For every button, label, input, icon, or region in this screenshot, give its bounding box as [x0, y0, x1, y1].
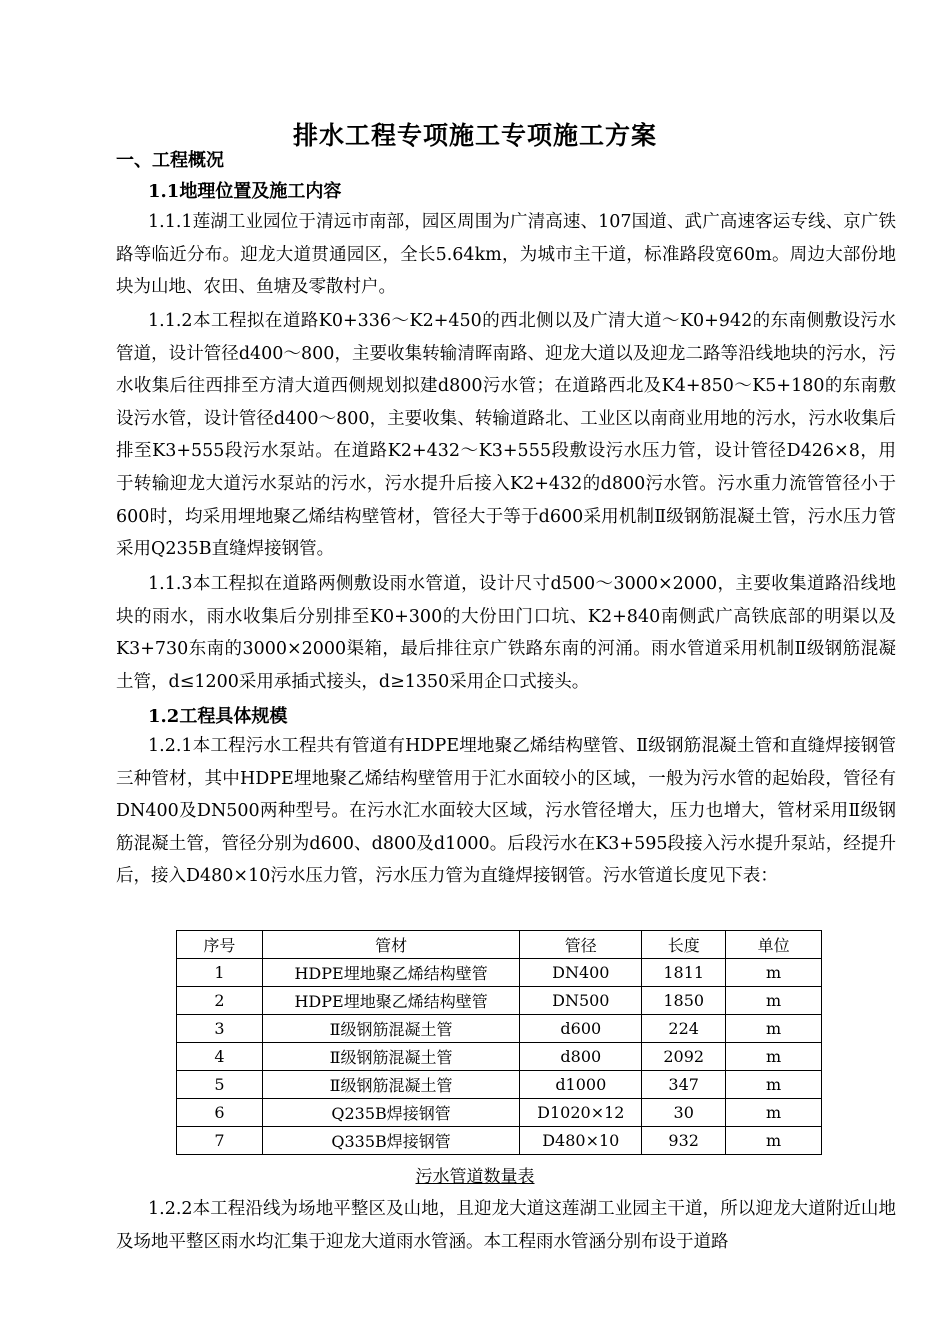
table-cell: m — [726, 1127, 822, 1155]
table-cell: m — [726, 1071, 822, 1099]
table-cell: m — [726, 1043, 822, 1071]
table-cell: 1850 — [642, 987, 726, 1015]
table-row — [177, 1099, 822, 1127]
table-cell: HDPE埋地聚乙烯结构壁管 — [262, 987, 520, 1015]
table-cell: m — [726, 959, 822, 987]
page-title: 排水工程专项施工专项施工方案 — [292, 121, 657, 150]
table-row — [177, 959, 822, 987]
table-cell: 347 — [642, 1071, 726, 1099]
table-cell: 3 — [177, 1015, 263, 1043]
table-cell: Ⅱ级钢筋混凝土管 — [262, 1015, 520, 1043]
table-cell: Ⅱ级钢筋混凝土管 — [262, 1071, 520, 1099]
paragraph: 1.1.3本工程拟在道路两侧敷设雨水管道，设计尺寸d500～3000×2000，主要收集道路沿线地块的雨水，雨水收集后分别排至K0+300的大份田门口坑、K2+840南侧武广高铁底部的明渠以及K3+730东南的3000×2000渠箱，最后排往京广铁路东南的河涌。雨水管道采用机制Ⅱ级钢筋混凝土管，d≤1200采用承插式接头，d≥1350采用企口式接头。 — [116, 574, 896, 692]
paragraph: 1.2.1本工程污水工程共有管道有HDPE埋地聚乙烯结构壁管、Ⅱ级钢筋混凝土管和直缝焊接钢管三种管材，其中HDPE埋地聚乙烯结构壁管用于汇水面较小的区域，一般为污水管的起始段，管径有DN400及DN500两种型号。在污水汇水面较大区域，污水管径增大，压力也增大，管材采用Ⅱ级钢筋混凝土管，管径分别为d600、d800及d1000。后段污水在K3+595段接入污水提升泵站，经提升后，接入D480×10污水压力管，污水压力管为直缝焊接钢管。污水管道长度见下表： — [116, 736, 896, 887]
table-cell: 224 — [642, 1015, 726, 1043]
table-cell: 932 — [642, 1127, 726, 1155]
paragraph: 1.1.1莲湖工业园位于清远市南部，园区周围为广清高速、107国道、武广高速客运专线、京广铁路等临近分布。迎龙大道贯通园区，全长5.64km，为城市主干道，标准路段宽60m。周边大部份地块为山地、农田、鱼塘及零散村户。 — [116, 212, 896, 298]
table-cell: m — [726, 1015, 822, 1043]
table-cell: D480×10 — [520, 1127, 642, 1155]
table-cell: m — [726, 987, 822, 1015]
table-header-cell: 序号 — [177, 931, 263, 959]
table-header-cell: 管径 — [520, 931, 642, 959]
table-cell: Q335B焊接钢管 — [262, 1127, 520, 1155]
subsection-heading: 1.1地理位置及施工内容 — [148, 181, 342, 202]
table-cell: HDPE埋地聚乙烯结构壁管 — [262, 959, 520, 987]
table-cell: 5 — [177, 1071, 263, 1099]
table-cell: D1020×12 — [520, 1099, 642, 1127]
paragraph: 1.1.2本工程拟在道路K0+336～K2+450的西北侧以及广清大道～K0+942的东南侧敷设污水管道，设计管径d400～800，主要收集转输清晖南路、迎龙大道以及迎龙二路等沿线地块的污水，污水收集后往西排至方清大道西侧规划拟建d800污水管；在道路西北及K4+850～K5+180的东南敷设污水管，设计管径d400～800，主要收集、转输道路北、工业区以南商业用地的污水，污水收集后排至K3+555段污水泵站。在道路K2+432～K3+555段敷设污水压力管，设计管径D426×8，用于转输迎龙大道污水泵站的污水，污水提升后接入K2+432的d800污水管。污水重力流管管径小于600时，均采用埋地聚乙烯结构壁管材，管径大于等于d600采用机制Ⅱ级钢筋混凝土管，污水压力管采用Q235B直缝焊接钢管。 — [116, 311, 896, 560]
table-cell: Ⅱ级钢筋混凝土管 — [262, 1043, 520, 1071]
paragraph: 1.2.2本工程沿线为场地平整区及山地，且迎龙大道这莲湖工业园主干道，所以迎龙大道附近山地及场地平整区雨水均汇集于迎龙大道雨水管涵。本工程雨水管涵分别布设于道路 — [116, 1199, 896, 1252]
table-header-row — [177, 931, 822, 959]
table-row — [177, 987, 822, 1015]
table-caption-text: 污水管道数量表 — [415, 1167, 535, 1187]
table-header-cell: 管材 — [262, 931, 520, 959]
table-header-cell: 长度 — [642, 931, 726, 959]
table-caption — [0, 1162, 950, 1187]
table-cell: 4 — [177, 1043, 263, 1071]
subsection-heading: 1.2工程具体规模 — [148, 706, 288, 727]
table-row — [177, 1127, 822, 1155]
table-header-cell: 单位 — [726, 931, 822, 959]
table-cell: d1000 — [520, 1071, 642, 1099]
section-heading: 一、工程概况 — [116, 150, 224, 171]
table-cell: d600 — [520, 1015, 642, 1043]
table-row — [177, 1015, 822, 1043]
pipe-quantity-table — [176, 930, 822, 1155]
table-cell: 30 — [642, 1099, 726, 1127]
table-cell: DN500 — [520, 987, 642, 1015]
table-cell: 1 — [177, 959, 263, 987]
table-cell: DN400 — [520, 959, 642, 987]
table-cell: 1811 — [642, 959, 726, 987]
table-cell: Q235B焊接钢管 — [262, 1099, 520, 1127]
table-cell: 2092 — [642, 1043, 726, 1071]
table-cell: d800 — [520, 1043, 642, 1071]
table-cell: 7 — [177, 1127, 263, 1155]
table-cell: 2 — [177, 987, 263, 1015]
table-cell: 6 — [177, 1099, 263, 1127]
table-row — [177, 1071, 822, 1099]
table-row — [177, 1043, 822, 1071]
table-cell: m — [726, 1099, 822, 1127]
